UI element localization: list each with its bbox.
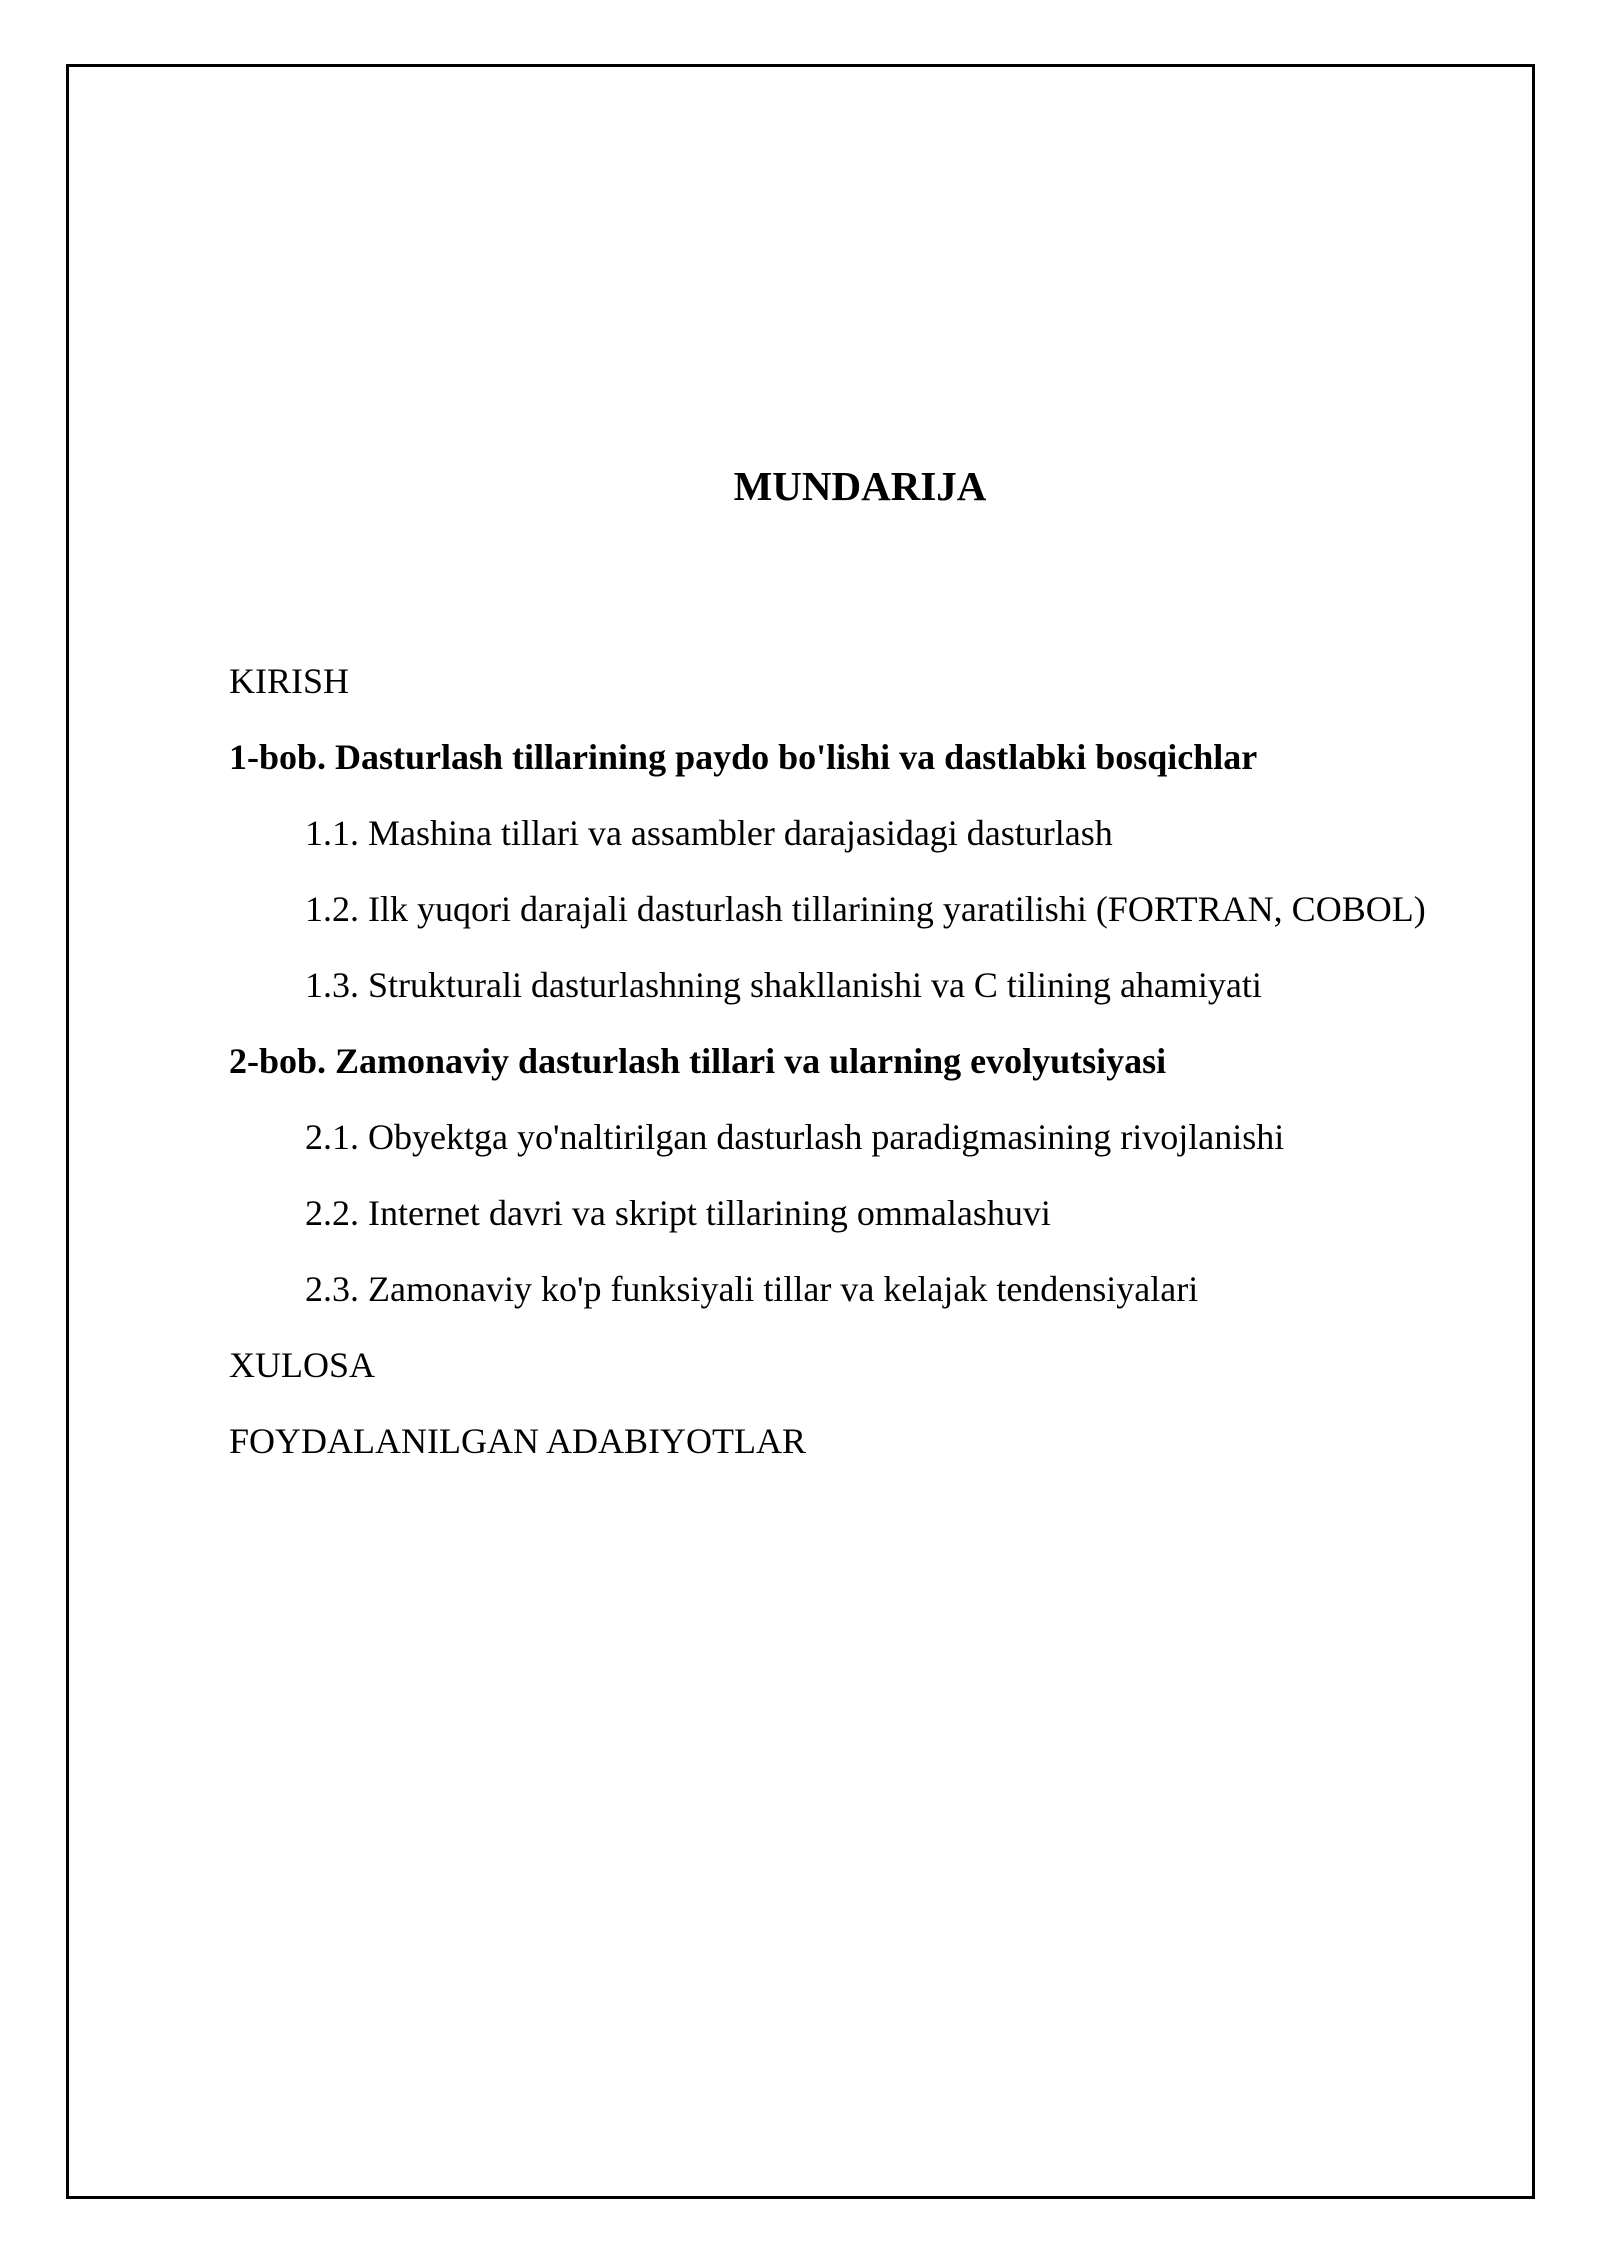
table-of-contents (229, 643, 1519, 1479)
toc-entry-chapter-2: 2-bob. Zamonaviy dasturlash tillari va ularning evolyutsiyasi (229, 1041, 1167, 1081)
toc-entry-xulosa: XULOSA (229, 1345, 376, 1385)
toc-entry-adabiyotlar: FOYDALANILGAN ADABIYOTLAR (229, 1421, 806, 1461)
toc-entry-section-1-3: 1.3. Strukturali dasturlashning shakllanishi va C tilining ahamiyati (305, 965, 1262, 1005)
toc-title: MUNDARIJA (733, 463, 987, 509)
toc-entry-chapter-1: 1-bob. Dasturlash tillarining paydo bo'lishi va dastlabki bosqichlar (229, 737, 1258, 777)
toc-entry-kirish: KIRISH (229, 661, 350, 701)
toc-entry-section-1-2: 1.2. Ilk yuqori darajali dasturlash tillarining yaratilishi (FORTRAN, COBOL) (305, 889, 1426, 929)
toc-entry-section-1-1: 1.1. Mashina tillari va assambler darajasidagi dasturlash (305, 813, 1113, 853)
toc-entry-section-2-2: 2.2. Internet davri va skript tillarining ommalashuvi (305, 1193, 1051, 1233)
toc-entry-section-2-3: 2.3. Zamonaviy ko'p funksiyali tillar va kelajak tendensiyalari (305, 1269, 1199, 1309)
toc-entry-section-2-1: 2.1. Obyektga yo'naltirilgan dasturlash paradigmasining rivojlanishi (305, 1117, 1285, 1157)
